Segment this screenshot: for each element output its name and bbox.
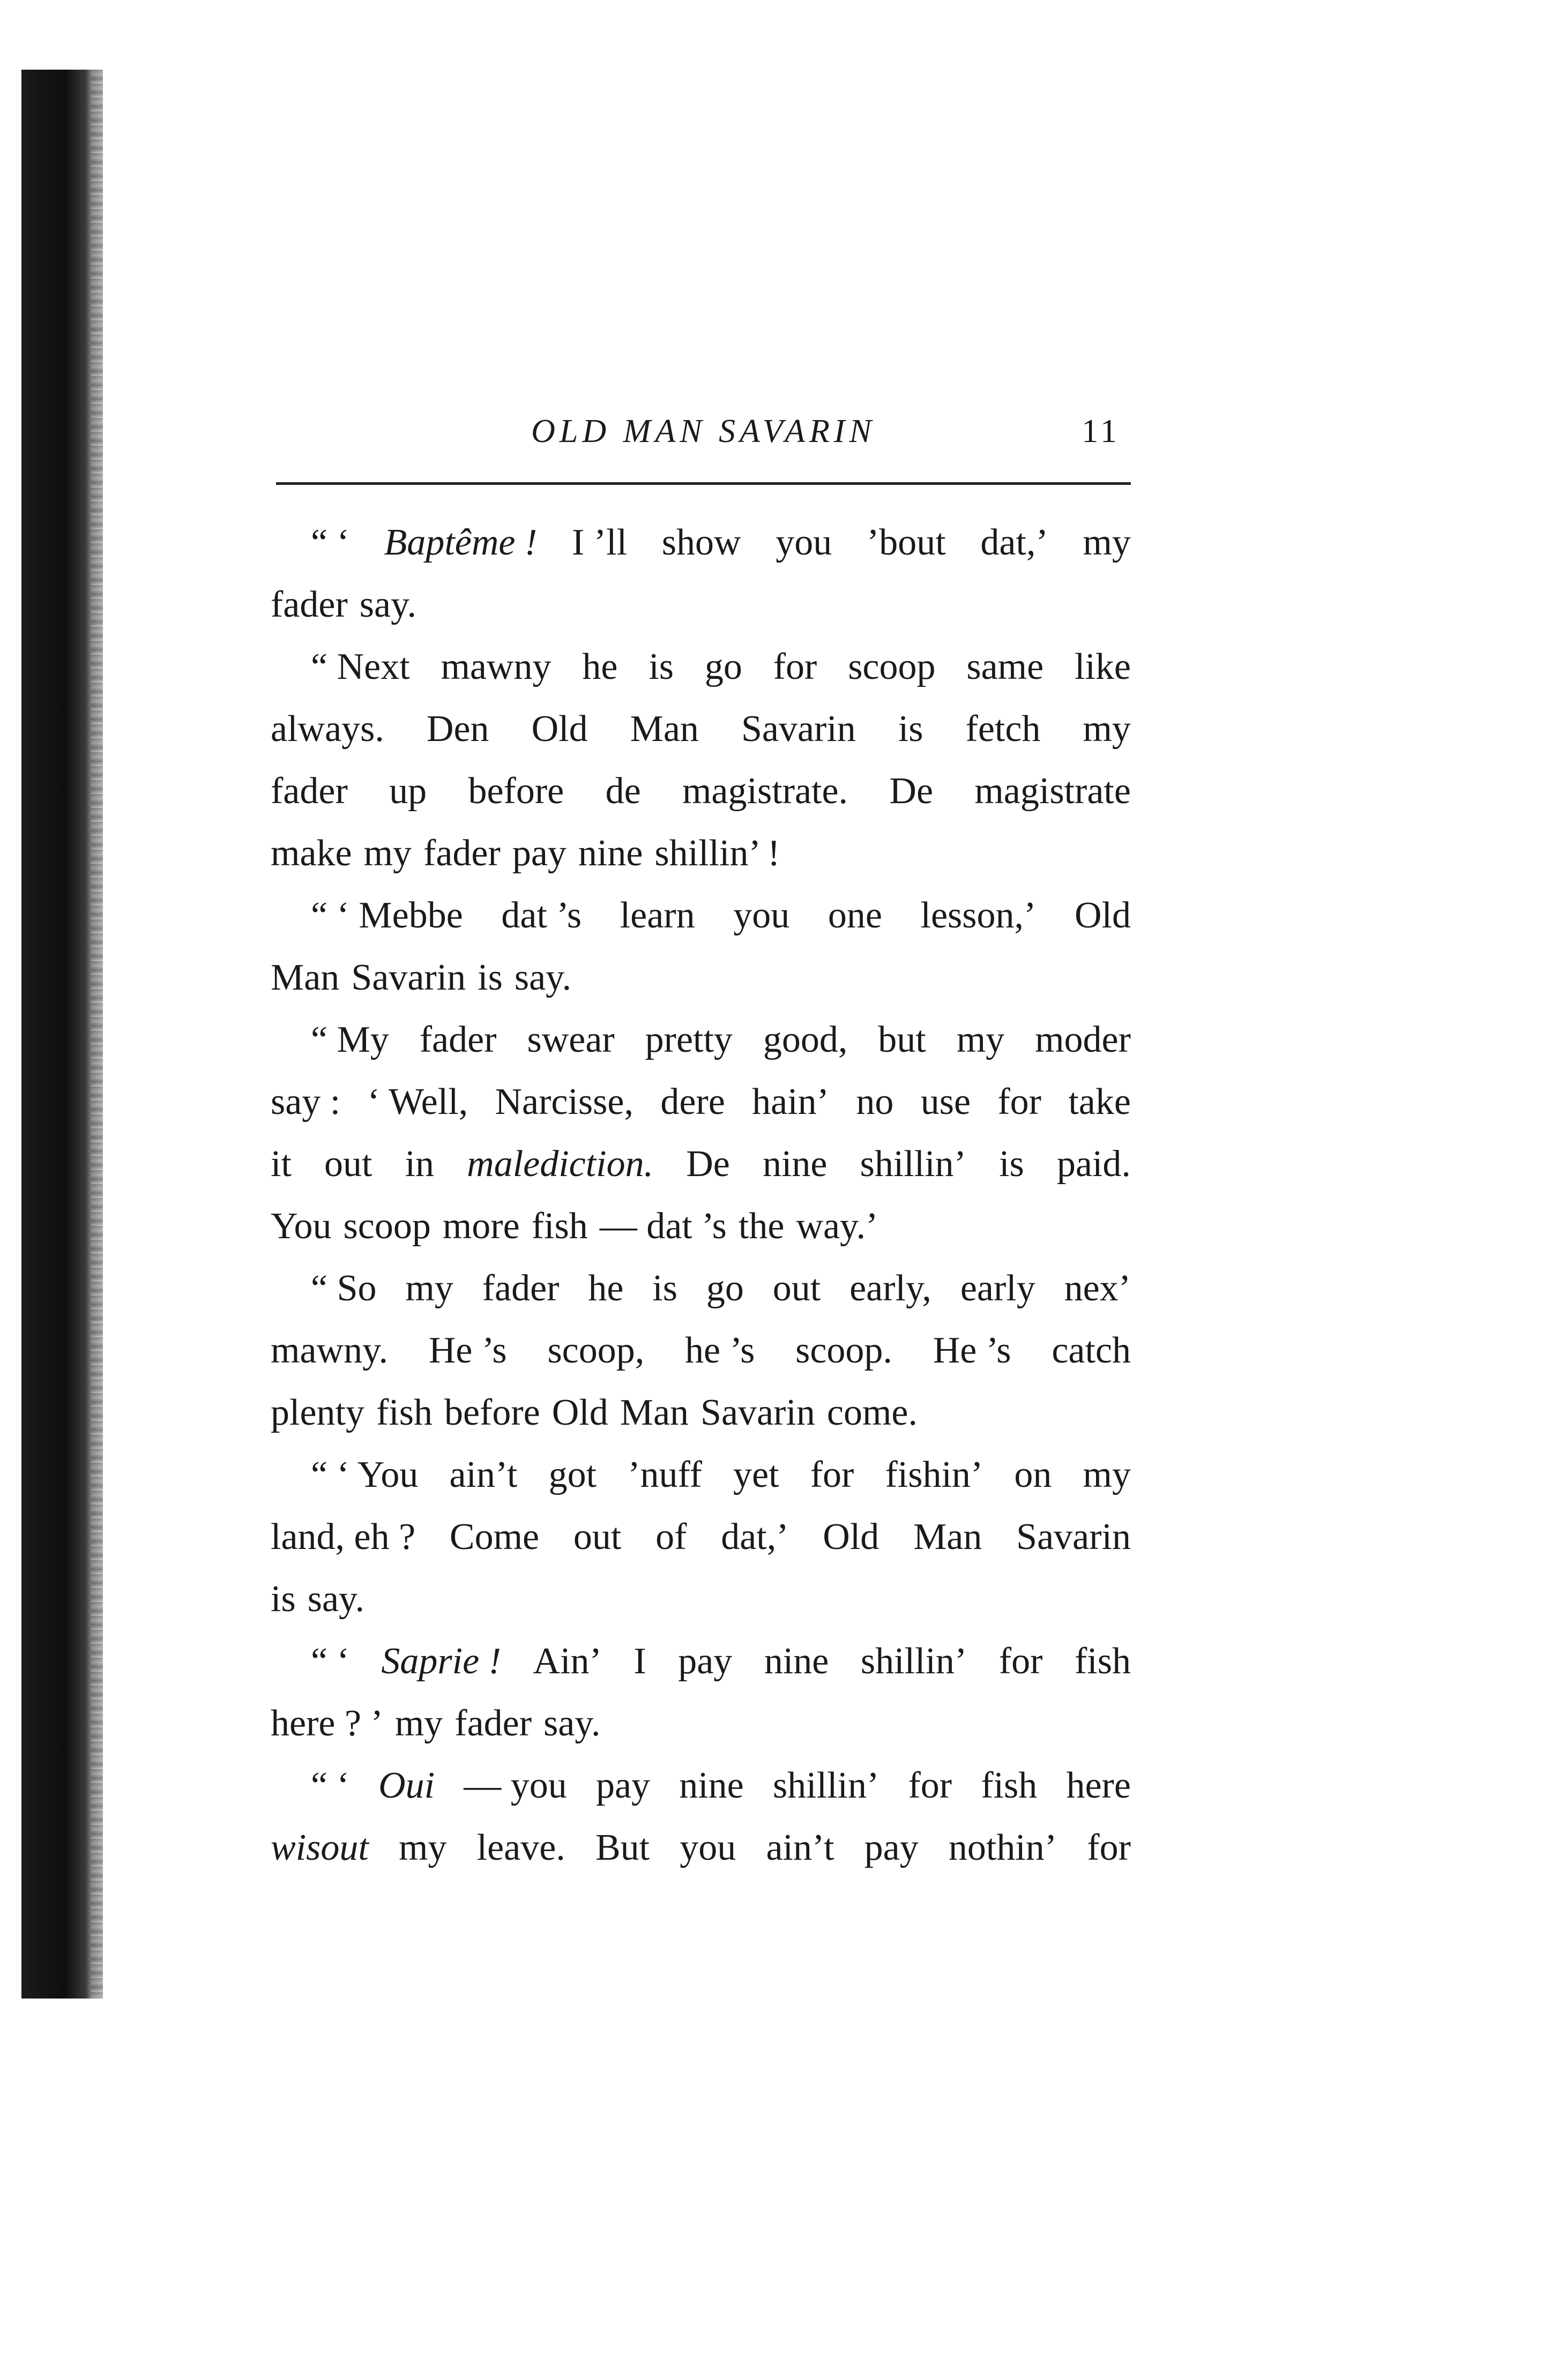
- word: De: [686, 1143, 730, 1185]
- word: learn: [620, 895, 695, 936]
- word: for: [1087, 1827, 1131, 1868]
- word: yet: [733, 1454, 779, 1495]
- word: Old: [823, 1516, 879, 1558]
- word: ain’t: [449, 1454, 518, 1495]
- word: Man: [620, 1392, 689, 1433]
- word: is: [898, 708, 923, 750]
- word: say.: [543, 1703, 601, 1744]
- word: but: [878, 1019, 926, 1060]
- word: is: [478, 957, 503, 998]
- word: lesson,’: [920, 895, 1037, 936]
- word: go: [704, 646, 742, 687]
- word: He ’s: [428, 1330, 507, 1371]
- word: magistrate.: [682, 770, 848, 812]
- word: scoop: [848, 646, 936, 687]
- word: for: [997, 1081, 1041, 1122]
- word: But: [595, 1827, 650, 1868]
- word: use: [920, 1081, 971, 1122]
- word: De: [889, 770, 934, 812]
- word: Old: [1074, 895, 1131, 936]
- word: before: [468, 770, 564, 812]
- word: fish: [531, 1206, 588, 1247]
- word: “ ‘: [311, 1641, 349, 1682]
- word: scoop,: [547, 1330, 645, 1371]
- word: nine: [578, 833, 643, 874]
- word: He ’s: [933, 1330, 1011, 1371]
- word: show: [661, 522, 741, 563]
- text-line: [271, 1382, 1131, 1444]
- page-number: 11: [1082, 413, 1120, 450]
- text-line: [271, 1320, 1131, 1382]
- word: my: [956, 1019, 1005, 1060]
- word: it: [271, 1143, 292, 1185]
- scanned-binding-edge: [91, 70, 103, 1999]
- word: he ’s: [685, 1330, 755, 1371]
- word: for: [908, 1765, 952, 1806]
- word: Savarin: [700, 1392, 815, 1433]
- word: early: [960, 1268, 1035, 1309]
- word: shillin’: [772, 1765, 879, 1806]
- word: fader: [271, 770, 348, 812]
- text-line: [271, 1444, 1131, 1506]
- word: before: [444, 1392, 540, 1433]
- text-line: [271, 1693, 1131, 1755]
- word: ’bout: [866, 522, 946, 563]
- word: moder: [1035, 1019, 1131, 1060]
- word: scoop.: [795, 1330, 892, 1371]
- word: fader: [423, 833, 501, 874]
- word: Man: [271, 957, 340, 998]
- word: land, eh ?: [271, 1516, 416, 1558]
- word: is: [652, 1268, 677, 1309]
- body-text: [271, 512, 1131, 1879]
- word: pay: [678, 1641, 733, 1682]
- word: fish: [1074, 1641, 1131, 1682]
- word: pretty: [645, 1019, 733, 1060]
- word: fish: [376, 1392, 433, 1433]
- word: the: [738, 1206, 785, 1247]
- text-line: [271, 636, 1131, 698]
- word: early,: [849, 1268, 931, 1309]
- word: nine: [679, 1765, 744, 1806]
- word: I ’ll: [572, 522, 628, 563]
- text-line: [271, 1630, 1131, 1693]
- word: out: [324, 1143, 372, 1185]
- text-line: [271, 1755, 1131, 1817]
- word: my: [399, 1827, 447, 1868]
- word: — dat ’s: [599, 1206, 727, 1247]
- word: swear: [527, 1019, 615, 1060]
- text-line: [271, 574, 1131, 636]
- text-line: [271, 1817, 1131, 1879]
- text-line: [271, 1009, 1131, 1071]
- word: say.: [307, 1578, 364, 1620]
- word: Old: [551, 1392, 608, 1433]
- word: ain’t: [766, 1827, 834, 1868]
- word: Savarin: [741, 708, 856, 750]
- text-line: [271, 885, 1131, 947]
- word: out: [772, 1268, 821, 1309]
- text-line: [271, 947, 1131, 1009]
- header-rule: [276, 482, 1131, 485]
- word: one: [828, 895, 882, 936]
- word: my: [1083, 522, 1131, 563]
- word: Oui: [378, 1765, 435, 1806]
- text-line: [271, 1195, 1131, 1258]
- word: paid.: [1056, 1143, 1131, 1185]
- word: on: [1014, 1454, 1052, 1495]
- word: go: [706, 1268, 744, 1309]
- word: for: [773, 646, 817, 687]
- word: hain’: [752, 1081, 829, 1122]
- text-line: [271, 512, 1131, 574]
- word: “ So: [311, 1268, 377, 1309]
- word: Old: [531, 708, 588, 750]
- word: “ ‘ You: [311, 1454, 419, 1495]
- word: got: [548, 1454, 597, 1495]
- word: “ ‘: [311, 1765, 349, 1806]
- running-head: [276, 413, 1131, 461]
- word: plenty: [271, 1392, 364, 1433]
- word: shillin’ !: [654, 833, 780, 874]
- word: say.: [359, 584, 417, 625]
- text-line: [271, 698, 1131, 760]
- word: shillin’: [860, 1143, 966, 1185]
- word: nothin’: [948, 1827, 1057, 1868]
- word: Den: [426, 708, 489, 750]
- word: for: [998, 1641, 1043, 1682]
- text-line: [271, 1133, 1131, 1195]
- word: “ ‘: [311, 522, 349, 563]
- word: You: [271, 1206, 332, 1247]
- word: Saprie !: [381, 1641, 501, 1682]
- word: leave.: [476, 1827, 565, 1868]
- word: fish: [981, 1765, 1038, 1806]
- word: in: [405, 1143, 435, 1185]
- word: dere: [660, 1081, 725, 1122]
- word: is: [648, 646, 674, 687]
- word: Come: [449, 1516, 540, 1558]
- word: you: [680, 1827, 736, 1868]
- text-line: [271, 822, 1131, 885]
- word: shillin’: [860, 1641, 967, 1682]
- word: malediction.: [467, 1143, 654, 1185]
- word: up: [389, 770, 427, 812]
- word: you: [776, 522, 832, 563]
- word: “ My: [311, 1019, 389, 1060]
- word: nine: [762, 1143, 828, 1185]
- word: fader: [419, 1019, 497, 1060]
- word: pay: [864, 1827, 919, 1868]
- word: fishin’: [885, 1454, 983, 1495]
- word: Ain’: [533, 1641, 602, 1682]
- scanned-binding-shadow: [21, 70, 102, 1999]
- word: way.’: [796, 1206, 878, 1247]
- word: fader: [454, 1703, 532, 1744]
- word: I: [633, 1641, 646, 1682]
- word: Man: [913, 1516, 982, 1558]
- word: out: [573, 1516, 622, 1558]
- word: good,: [763, 1019, 848, 1060]
- word: fetch: [965, 708, 1041, 750]
- word: Savarin: [351, 957, 466, 998]
- running-title: OLD MAN SAVARIN: [531, 413, 876, 450]
- word: ’nuff: [628, 1454, 702, 1495]
- word: Savarin: [1016, 1516, 1131, 1558]
- word: dat ’s: [501, 895, 582, 936]
- word: magistrate: [974, 770, 1131, 812]
- text-line: [271, 1506, 1131, 1568]
- word: of: [655, 1516, 687, 1558]
- text-line: [271, 1071, 1131, 1133]
- word: is: [999, 1143, 1024, 1185]
- word: for: [810, 1454, 854, 1495]
- word: pay: [512, 833, 566, 874]
- word: come.: [826, 1392, 918, 1433]
- word: make: [271, 833, 352, 874]
- word: Man: [630, 708, 699, 750]
- word: “ ‘ Mebbe: [311, 895, 463, 936]
- word: “ Next: [311, 646, 410, 687]
- word: say.: [514, 957, 572, 998]
- word: he: [588, 1268, 624, 1309]
- word: say :: [271, 1081, 341, 1122]
- word: my: [1083, 1454, 1131, 1495]
- word: fader: [482, 1268, 560, 1309]
- word: here: [1066, 1765, 1131, 1806]
- word: dat,’: [980, 522, 1048, 563]
- word: Narcisse,: [495, 1081, 633, 1122]
- word: mawny.: [271, 1330, 389, 1371]
- word: pay: [595, 1765, 651, 1806]
- word: de: [605, 770, 641, 812]
- word: my: [394, 1703, 443, 1744]
- word: wisout: [271, 1827, 369, 1868]
- word: take: [1068, 1081, 1131, 1122]
- word: here ? ’: [271, 1703, 383, 1744]
- word: mawny: [441, 646, 551, 687]
- word: Baptême !: [384, 522, 538, 563]
- word: nex’: [1064, 1268, 1131, 1309]
- word: he: [582, 646, 618, 687]
- word: more: [442, 1206, 520, 1247]
- text-line: [271, 1568, 1131, 1630]
- text-line: [271, 760, 1131, 822]
- word: like: [1075, 646, 1131, 687]
- word: same: [966, 646, 1044, 687]
- word: always.: [271, 708, 384, 750]
- word: dat,’: [721, 1516, 789, 1558]
- word: fader: [271, 584, 348, 625]
- word: — you: [464, 1765, 567, 1806]
- word: nine: [764, 1641, 829, 1682]
- word: scoop: [343, 1206, 431, 1247]
- word: my: [1083, 708, 1131, 750]
- word: my: [405, 1268, 453, 1309]
- word: you: [733, 895, 790, 936]
- word: catch: [1052, 1330, 1131, 1371]
- word: ‘ Well,: [367, 1081, 468, 1122]
- word: no: [856, 1081, 894, 1122]
- word: is: [271, 1578, 296, 1620]
- text-line: [271, 1258, 1131, 1320]
- word: my: [363, 833, 412, 874]
